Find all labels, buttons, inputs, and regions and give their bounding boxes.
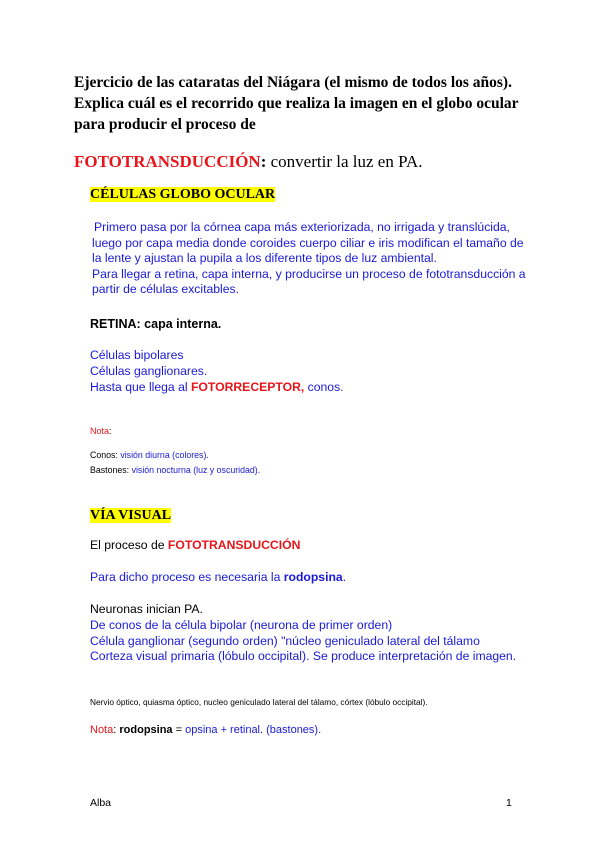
nota-rodopsina-line: Nota: rodopsina = opsina + retinal. (bastones).: [90, 724, 322, 736]
fototransduccion-term: FOTOTRANSDUCCIÓN: [74, 152, 261, 171]
neuronas-item: Célula ganglionar (segundo orden) "núcleo geniculado lateral del tálamo: [90, 633, 480, 648]
title-line: para producir el proceso de: [74, 116, 256, 133]
nota-rodopsina-term: rodopsina: [119, 724, 173, 736]
retina-line: Células ganglionares.: [90, 363, 208, 378]
fototransduccion-definition: convertir la luz en PA.: [266, 152, 423, 171]
exercise-title: [74, 72, 519, 135]
paragraph-line: partir de células excitables.: [92, 282, 239, 297]
neuronas-item: De conos de la célula bipolar (neurona de primer orden): [90, 617, 393, 632]
fototransduccion-heading: [74, 152, 423, 172]
neuronas-block: [90, 602, 516, 665]
neuronas-item: Corteza visual primaria (lóbulo occipital). Se produce interpretación de imagen.: [90, 649, 517, 664]
retina-list: [90, 348, 344, 395]
via-visual-heading-text: VÍA VISUAL: [90, 508, 172, 523]
retina-heading: RETINA: capa interna.: [90, 317, 222, 331]
heading-colon: :: [260, 152, 267, 171]
celulas-heading: [90, 187, 275, 203]
footer-page-number: 1: [506, 797, 512, 809]
paragraph-line: luego por capa media donde coroides cuerpo ciliar e iris modifican el tamaño de: [92, 235, 524, 250]
celulas-heading-text: CÉLULAS GLOBO OCULAR: [90, 187, 276, 202]
nota-label: Nota:: [90, 426, 112, 436]
paragraph-line: la lente y ajustan la pupila a los diferente tipos de luz ambiental.: [92, 251, 437, 266]
nervio-line: Nervio óptico, quiasma óptico, nucleo geniculado lateral del tálamo, córtex (lóbulo occipital).: [90, 697, 428, 707]
intro-paragraph: [92, 220, 526, 298]
title-line: Explica cuál es el recorrido que realiza la imagen en el globo ocular: [74, 95, 519, 112]
paragraph-line: Para llegar a retina, capa interna, y producirse un proceso de fototransducción a: [92, 266, 526, 281]
fotorreceptor-term: FOTORRECEPTOR,: [190, 379, 305, 394]
via-visual-heading: [90, 508, 171, 524]
proceso-term: FOTOTRANSDUCCIÓN: [167, 538, 301, 552]
footer-author: Alba: [90, 797, 112, 809]
title-line: Ejercicio de las cataratas del Niágara (el mismo de todos los años).: [74, 74, 512, 91]
neuronas-line: Neuronas inician PA.: [90, 602, 203, 616]
fotorreceptor-line: Hasta que llega al FOTORRECEPTOR, conos.: [90, 379, 344, 394]
rodopsina-line: Para dicho proceso es necesaria la rodopsina.: [90, 570, 347, 584]
paragraph-line: Primero pasa por la córnea capa más exteriorizada, no irrigada y translúcida,: [94, 220, 510, 234]
retina-line: Células bipolares: [90, 348, 184, 362]
bastones-line: Bastones: visión nocturna (luz y oscuridad).: [90, 465, 261, 475]
proceso-line: El proceso de FOTOTRANSDUCCIÓN: [90, 538, 301, 552]
conos-line: Conos: visión diurna (colores).: [90, 450, 209, 460]
rodopsina-term: rodopsina: [283, 570, 343, 584]
